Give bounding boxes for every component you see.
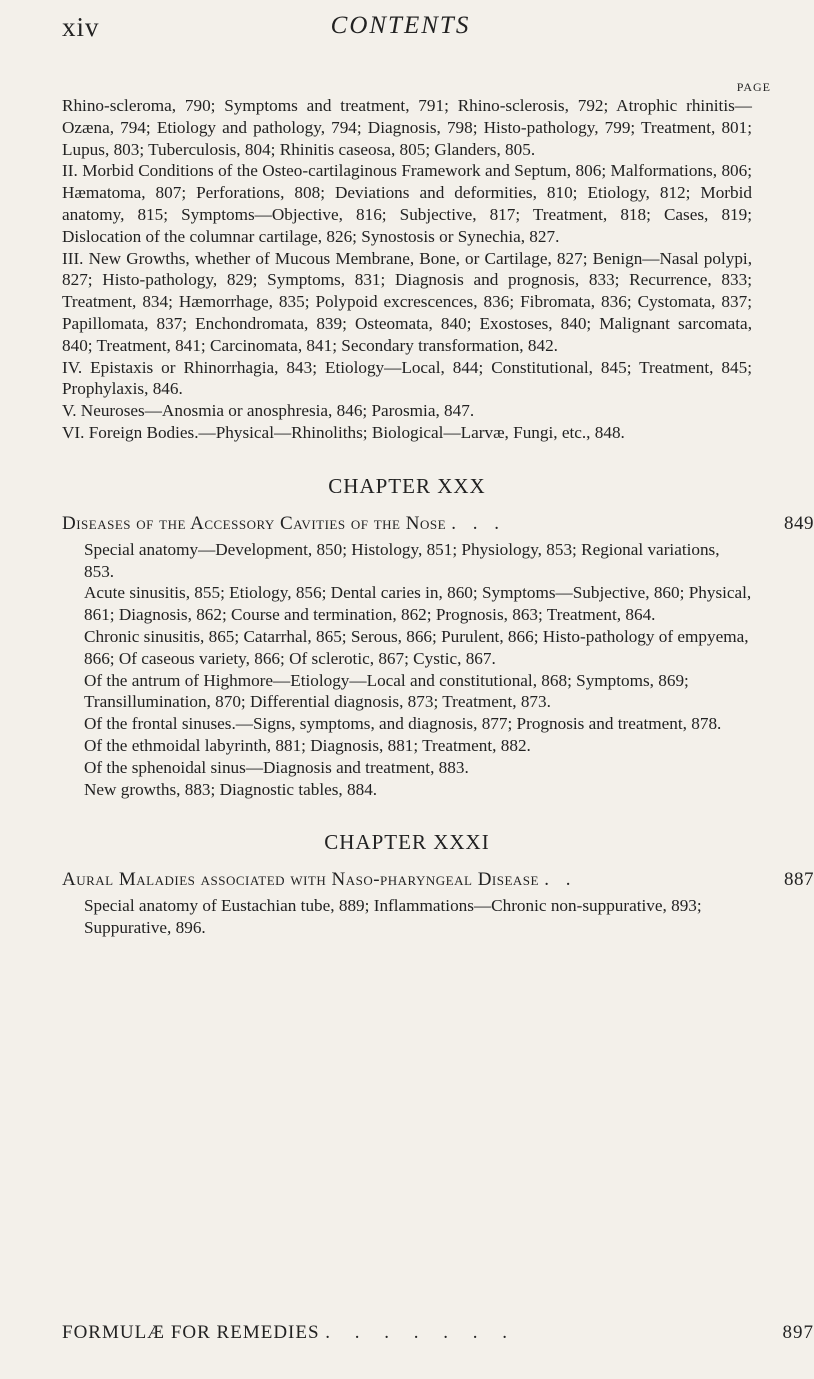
formulae-page-number: 897 (782, 1322, 814, 1343)
chapter-heading-31: CHAPTER XXXI (324, 830, 490, 855)
list-item: Special anatomy of Eustachian tube, 889; Inflammations—Chronic non-suppurative, 893; Suppurative, 896. (84, 896, 702, 938)
list-item: Of the antrum of Highmore—Etiology—Local and constitutional, 868; Symptoms, 869; Transillumination, 870; Differential diagnosis, 873; Treatment, 873. (84, 670, 689, 712)
entry-new-growths: III. New Growths, whether of Mucous Membrane, Bone, or Cartilage, 827; Benign—Nasal polypi, 827; Histo-pathology, 829; Symptoms, 831; Diagnosis and prognosis, 833; Recurrence, 833; Treatment, 834; Hæmorrhage, 835; Polypoid excrescences, 836; Fibromata, 836; Cystomata, 837; Papillomata, 837; Enchondromata, 839; Osteomata, 840; Exostoses, 840; Malignant sarcomata, 840; Treatment, 841; Carcinomata, 841; Secondary transformation, 842. (62, 248, 752, 355)
list-item: New growths, 883; Diagnostic tables, 884. (84, 779, 378, 799)
entry-foreign-bodies: VI. Foreign Bodies.—Physical—Rhinoliths; Biological—Larvæ, Fungi, etc., 848. (62, 422, 625, 442)
section-title-accessory-cavities: Diseases of the Accessory Cavities of the Nose . . . 849 (62, 512, 814, 534)
section-title-text: Aural Maladies associated with Naso-pharyngeal Disease (62, 869, 539, 891)
entry-neuroses: V. Neuroses—Anosmia or anosphresia, 846; Parosmia, 847. (62, 401, 475, 421)
section-page-number: 887 (784, 869, 814, 891)
chapter31-items (84, 895, 752, 939)
entry-rhino-scleroma: Rhino-scleroma, 790; Symptoms and treatment, 791; Rhino-sclerosis, 792; Atrophic rhinitis—Ozæna, 794; Etiology and pathology, 794; Diagnosis, 798; Histo-pathology, 799; Treatment, 801; Lupus, 803; Tuberculosis, 804; Rhinitis caseosa, 805; Glanders, 805. (62, 96, 752, 159)
section-title-text: Diseases of the Accessory Cavities of the Nose (62, 512, 447, 534)
list-item: Of the frontal sinuses.—Signs, symptoms, and diagnosis, 877; Prognosis and treatment, 878. (84, 714, 722, 734)
list-item: Of the sphenoidal sinus—Diagnosis and treatment, 883. (84, 757, 469, 777)
page-number: xiv (62, 12, 100, 42)
section-title-aural-maladies: Aural Maladies associated with Naso-pharyngeal Disease . . 887 (62, 869, 814, 891)
chapter-heading-30: CHAPTER XXX (328, 473, 486, 498)
entry-epistaxis: IV. Epistaxis or Rhinorrhagia, 843; Etiology—Local, 844; Constitutional, 845; Treatment, 845; Prophylaxis, 846. (62, 357, 752, 399)
chapter30-items (84, 539, 752, 801)
section-page-number: 849 (784, 512, 814, 534)
list-item: Chronic sinusitis, 865; Catarrhal, 865; Serous, 866; Purulent, 866; Histo-pathology of empyema, 866; Of caseous variety, 866; Of sclerotic, 867; Cystic, 867. (84, 626, 749, 668)
running-header (0, 12, 801, 52)
formulae-line: FORMULÆ FOR REMEDIES . . . . . . . 897 (62, 1322, 814, 1343)
list-item: Of the ethmoidal labyrinth, 881; Diagnosis, 881; Treatment, 882. (84, 735, 531, 755)
running-title: CONTENTS (330, 12, 471, 39)
list-item: Acute sinusitis, 855; Etiology, 856; Dental caries in, 860; Symptoms—Subjective, 860; Physical, 861; Diagnosis, 862; Course and termination, 862; Prognosis, 863; Treatment, 864. (84, 583, 752, 625)
formulae-label: FORMULÆ FOR REMEDIES (62, 1322, 320, 1343)
page-column-label: PAGE (736, 80, 771, 94)
entry-morbid-conditions: II. Morbid Conditions of the Osteo-cartilaginous Framework and Septum, 806; Malformations, 806; Hæmatoma, 807; Perforations, 808; Deviations and deformities, 810; Etiology, 812; Morbid anatomy, 815; Symptoms—Objective, 816; Subjective, 817; Treatment, 818; Cases, 819; Dislocation of the columnar cartilage, 826; Synostosis or Synechia, 827. (62, 161, 752, 246)
contents-body (62, 95, 814, 939)
list-item: Special anatomy—Development, 850; Histology, 851; Physiology, 853; Regional variations, 853. (84, 539, 720, 581)
